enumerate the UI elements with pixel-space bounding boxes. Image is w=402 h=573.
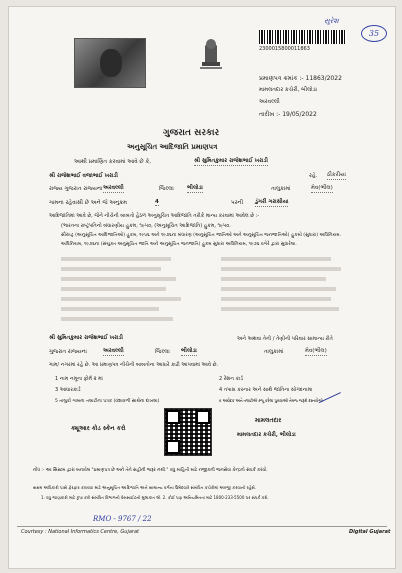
- faint-act-line: [221, 297, 331, 301]
- taluka-value: ભીલોડા: [187, 185, 203, 191]
- serial-number: 4: [155, 199, 159, 205]
- resident-state: ગુજરાત રાજ્યના: [49, 349, 87, 355]
- faint-act-line: [221, 267, 341, 271]
- applicant-photo: [74, 38, 146, 88]
- faint-act-line: [221, 277, 326, 281]
- officer-office: મામલતદાર કચેરી, ભીલોડા: [237, 432, 296, 438]
- barcode-number: 2300015800011863: [259, 46, 310, 52]
- certificate-title: અનુસૂચિત આદિજાતિ પ્રમાણપત્ર: [127, 143, 218, 151]
- document-item: 2 રેશન કાર્ડ: [219, 376, 244, 382]
- faint-act-line: [221, 287, 336, 291]
- faint-act-line: [61, 267, 161, 271]
- faint-act-line: [61, 257, 171, 261]
- certificate-sheet: [8, 6, 396, 569]
- faint-act-line: [221, 257, 331, 261]
- faint-act-line: [61, 307, 159, 311]
- circled-number: 35: [361, 25, 387, 42]
- faint-act-line: [61, 317, 173, 321]
- footer-note-1: નોંધ :- આ સિસ્ટમ દ્વારા બનાવેલ "પ્રમાણપત્ર છે અને તેને સહીની જરૂર નથી." વધુ માહિતી માટે નજીકની જનસેવા કેન્દ્રનો સંપર્ક કરવો.: [33, 467, 268, 473]
- documents-intro: ગામ/ નગરમાં રહે છે. આ પ્રમાણપત્ર નીચેની બાબતોના આધારે કાઢી આપવામાં આવે છે.: [49, 362, 219, 368]
- issuing-district: અરવલ્લી: [259, 99, 280, 105]
- courtesy-text: Courtesy : National Informatics Centre, Gujarat: [21, 529, 139, 535]
- issuing-office: મામલતદાર કચેરી, બીલોડા: [259, 87, 318, 93]
- village-label: રહે.: [309, 173, 318, 179]
- document-item: 6 આવેદક અને તલાટીએ રજૂ કરેલા પુરાવાઓ તેમજ જરૂરી દસ્તાવેજો: [219, 398, 323, 404]
- document-item: 5 તાલુકો ગામના તલાટીના પત્રક (વંશાવળી સાથેના દાખલા): [55, 398, 160, 404]
- village-value: ઠીકરીયા: [327, 172, 346, 178]
- qr-verify-label: ક્યૂઆર કોડ સ્કેન કરો: [71, 425, 126, 432]
- faint-act-line: [61, 287, 166, 291]
- footer-note-3: 1. વધુ જાણકારી માટે કૃપા કરી સંબંધિત વિભાગની વેબસાઈટની મુલાકાત લો. 2. કોઈ પણ અનિયમિતતા માટે 1800-233-5500 પર સંપર્ક કરો.: [41, 495, 269, 501]
- father-name: શ્રી રાજેશભાઈ વજાભાઈ ખરાડી: [49, 173, 118, 179]
- handwritten-stamp: સુરેશ: [324, 17, 339, 25]
- order-line-1: (ભારતના રાષ્ટ્રપતિનો બંધારણીય હુકમ, ૧૯૫૦, (અનુસૂચિત આદિજાતિ) હુકમ, ૧૯૫૦.: [61, 223, 231, 229]
- caste-value: ડુંગરી ગરાસીયા: [255, 199, 289, 205]
- footer-note-2: સક્ષમ અધિકારી પાસે ફેરફાર કરાવવા માટે અનુસૂચિત આદિજાતિ અને સામાન્ય વર્ગના ઉમેદવારે સંબંધિત કચેરીમાં અરજી કરવાની રહેશે.: [33, 485, 257, 491]
- resident-district-label: જિલ્લા: [155, 349, 170, 355]
- faint-act-line: [61, 297, 181, 301]
- handwritten-reference: RMO - 9767 / 22: [93, 515, 152, 523]
- officer-title: મામલતદાર: [255, 417, 282, 424]
- document-item: 4 તપાસ કરનાર અને સાથે જાતિના સોગંદનામા: [219, 387, 313, 393]
- district-label: જિલ્લા: [159, 186, 174, 192]
- verification-qr-code: [164, 408, 212, 456]
- applicant-name: શ્રી સુમિતકુમાર રાજેશભાઈ ખરાડી: [194, 158, 268, 164]
- government-title: ગુજરાત સરકાર: [163, 128, 220, 138]
- resident-category: મેવ(ભીલ): [305, 348, 327, 354]
- resident-taluka: ભીલોડા: [181, 348, 197, 354]
- certificate-number: પ્રમાણપત્ર ક્રમાંક :- 11863/2022: [259, 75, 342, 82]
- serial-prefix: ગામના રહેવાસી છે અને જે અનુક્રમ: [49, 200, 128, 206]
- order-line-3: અધિનિયમ, ૧૯૭૬ના (સંયુક્ત અનુસૂચિત જાતિ અને અનુસૂચિત જનજાતિ) હુકમ સુધારા અધિનિયમ, ૧૯૭૬ વગેરે દ્વારા સુધારેલા.: [61, 241, 297, 247]
- recognition-line: આદિજાતિમાં આવે છે, જેને નીચેની બાબતો હેઠળ અનુસૂચિત આદિજાતિ તરીકે માન્ય કરવામાં આવેલ છે :-: [49, 213, 260, 219]
- document-item: 3 આધારકાર્ડ: [55, 387, 81, 393]
- footer-rule: [17, 526, 387, 527]
- national-emblem-icon: [197, 34, 225, 72]
- category-value: મેવ(ભીલ): [311, 185, 333, 191]
- certificate-barcode: [259, 30, 347, 44]
- issue-date: તારીખ :- 19/05/2022: [259, 111, 317, 118]
- resident-suffix: અને અથવા તેની / તેણીની પરિવાર સામાન્ય રીતે: [237, 336, 333, 342]
- district-value: અરવલ્લી: [103, 185, 124, 191]
- order-line-2: સૌરાષ્ટ્ર (અનુસૂચિત આદિજાતિઓ) હુકમ, ૧૯૫૬ અને ૧૯૭૬ના બંધારણ (અનુસૂચિત જાતિઓ અને અનુસૂચિત જનજાતિઓ) હુકમો (સુધારા) અધિનિયમ.: [61, 232, 342, 238]
- state-label: રાજ્ય ગુજરાત રાજ્યના: [49, 186, 103, 192]
- faint-act-line: [221, 307, 339, 311]
- resident-name: શ્રી સુમિતકુમાર રાજેશભાઈ ખરાડી: [49, 335, 123, 341]
- taluka-suffix: તાલુકામાં: [271, 186, 291, 192]
- resident-taluka-suffix: તાલુકામાં: [264, 349, 284, 355]
- document-item: 1 નામ નમૂના ફોર્મ ૨ માં: [55, 376, 103, 382]
- certify-prefix: આથી પ્રમાણિત કરવામાં આવે છે કે,: [74, 159, 152, 165]
- faint-act-line: [61, 277, 176, 281]
- caste-label: પરની: [231, 200, 244, 206]
- resident-district: અરવલ્લી: [103, 348, 124, 354]
- digital-gujarat-brand: Digital Gujarat: [349, 529, 391, 535]
